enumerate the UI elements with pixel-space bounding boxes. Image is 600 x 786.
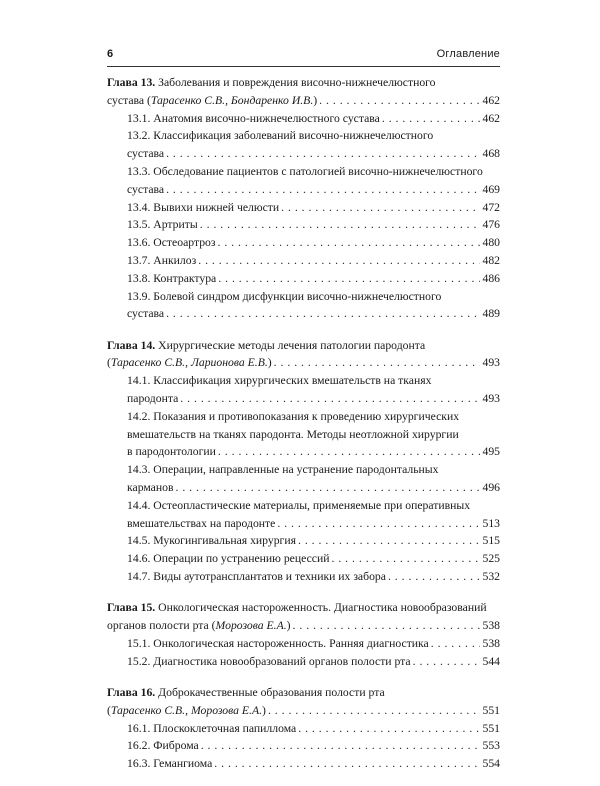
- entry-title: 13.4. Вывихи нижней челюсти: [127, 200, 280, 214]
- toc-entry[interactable]: [107, 461, 500, 497]
- dot-leader: [218, 443, 481, 461]
- chapter-block: [107, 599, 500, 670]
- dot-leader: [277, 515, 480, 533]
- dot-leader: [180, 390, 480, 408]
- chapter-page-number: 551: [482, 703, 500, 717]
- dot-leader: [201, 737, 481, 755]
- toc-entry[interactable]: [107, 550, 500, 568]
- entry-title-line: 13.9. Болевой синдром дисфункции височно-нижнечелюстного: [127, 289, 442, 303]
- running-header: [107, 48, 500, 62]
- entry-line: [127, 653, 500, 671]
- entry-page-number: 538: [482, 636, 500, 650]
- chapter-authors-line: [107, 354, 272, 372]
- entry-page-number: 493: [482, 392, 500, 406]
- chapter-authors: Тарасенко С.В., Ларионова Е.В.: [110, 356, 268, 370]
- dot-leader: [198, 252, 480, 270]
- toc-entry[interactable]: [107, 568, 500, 586]
- chapter-title-line: [107, 684, 500, 702]
- chapter-title-prefix: (: [107, 356, 111, 370]
- chapter-authors-line: [107, 702, 266, 720]
- entry-page-number: 525: [482, 552, 500, 566]
- entry-line: [127, 270, 500, 288]
- entry-title: сустава: [127, 147, 165, 161]
- entry-title-line: вмешательств на тканях пародонта. Методы неотложной хирургии: [127, 427, 459, 441]
- chapter-authors-line: [107, 92, 317, 110]
- entry-line: [127, 305, 500, 323]
- toc-entry[interactable]: [107, 372, 500, 408]
- chapter-title: Хирургические методы лечения патологии пародонта: [158, 338, 426, 352]
- entry-page-number: 468: [482, 147, 500, 161]
- entry-title-line: 14.4. Остеопластические материалы, применяемые при оперативных: [127, 498, 471, 512]
- toc-entry[interactable]: [107, 737, 500, 755]
- chapter-authors: Тарасенко С.В., Морозова Е.А.: [110, 703, 263, 717]
- entry-title: 14.7. Виды аутотрансплантатов и техники их забора: [127, 570, 386, 584]
- chapter-title: Доброкачественные образования полости рта: [158, 686, 385, 699]
- entry-title: пародонта: [127, 392, 179, 406]
- entry-title-line: 14.3. Операции, направленные на устранение пародонтальных: [127, 463, 439, 477]
- entry-line: [127, 720, 500, 738]
- entry-title: вмешательствах на пародонте: [127, 516, 276, 530]
- entry-page-number: 553: [482, 739, 500, 753]
- chapter-label: Глава 13.: [107, 76, 156, 89]
- entry-line: [127, 110, 500, 128]
- chapter-page-number: 493: [482, 356, 500, 370]
- entry-page-number: 515: [482, 534, 500, 548]
- toc-entry[interactable]: [107, 497, 500, 533]
- entry-title: 13.5. Артриты: [127, 218, 198, 232]
- chapter-label: Глава 14.: [107, 338, 156, 352]
- entry-title: в пародонтологии: [127, 445, 216, 459]
- dot-leader: [413, 653, 481, 671]
- entry-line: [127, 532, 500, 550]
- chapter-block: [107, 684, 500, 773]
- dot-leader: [388, 568, 481, 586]
- entry-title: карманов: [127, 481, 174, 495]
- toc-entry[interactable]: [107, 216, 500, 234]
- entry-title: 16.2. Фиброма: [127, 739, 199, 753]
- entry-title: 15.1. Онкологическая настороженность. Ранняя диагностика: [127, 636, 429, 650]
- entry-line: [127, 635, 500, 653]
- entry-line: [127, 737, 500, 755]
- toc-entry[interactable]: [107, 532, 500, 550]
- dot-leader: [319, 92, 480, 110]
- chapter-block: [107, 337, 500, 586]
- chapter-title-line: [107, 337, 500, 355]
- toc-entry[interactable]: [107, 199, 500, 217]
- entry-line: [127, 568, 500, 586]
- dot-leader: [214, 755, 480, 773]
- entry-title-line: 14.1. Классификация хирургических вмешательств на тканях: [127, 374, 432, 388]
- dot-leader: [382, 110, 481, 128]
- toc-entry[interactable]: [107, 635, 500, 653]
- chapter-title-prefix: (: [107, 703, 111, 717]
- entry-page-number: 472: [482, 200, 500, 214]
- entry-page-number: 495: [482, 445, 500, 459]
- entry-title: 13.7. Анкилоз: [127, 253, 197, 267]
- chapter-title: Заболевания и повреждения височно-нижнечелюстного: [158, 76, 436, 89]
- entry-page-number: 482: [482, 253, 500, 267]
- entry-page-number: 489: [482, 307, 500, 321]
- page-number: 6: [107, 48, 114, 60]
- entry-page-number: 480: [482, 236, 500, 250]
- entry-title: 14.5. Мукогингивальная хирургия: [127, 534, 296, 548]
- section-title: Оглавление: [436, 48, 500, 60]
- chapter-block: [107, 74, 500, 323]
- entry-title: 14.6. Операции по устранению рецессий: [127, 552, 330, 566]
- entry-title: 16.3. Гемангиома: [127, 757, 213, 771]
- chapter-title-prefix: органов полости рта (: [107, 619, 216, 633]
- toc-entry[interactable]: [107, 110, 500, 128]
- toc-entry[interactable]: [107, 408, 500, 461]
- chapter-title: Онкологическая настороженность. Диагностика новообразований: [158, 601, 487, 615]
- header-rule: [107, 66, 500, 67]
- chapter-title-prefix: сустава (: [107, 93, 151, 107]
- toc-entry[interactable]: [107, 163, 500, 199]
- dot-leader: [331, 550, 480, 568]
- entry-title: 13.8. Контрактура: [127, 271, 217, 285]
- chapter-authors: Морозова Е.А.: [215, 619, 287, 633]
- dot-leader: [281, 199, 480, 217]
- entry-title: 15.2. Диагностика новообразований органов полости рта: [127, 654, 411, 668]
- chapter-title-suffix: ): [313, 93, 318, 107]
- dot-leader: [166, 305, 480, 323]
- chapter-title-line: [107, 74, 500, 92]
- entry-page-number: 476: [482, 218, 500, 232]
- entry-title: сустава: [127, 307, 165, 321]
- entry-title-line: 13.3. Обследование пациентов с патологией височно-нижнечелюстного: [127, 164, 483, 178]
- toc-entry-chapter[interactable]: [107, 354, 500, 372]
- entry-line: [127, 252, 500, 270]
- entry-title-line: 13.2. Классификация заболеваний височно-нижнечелюстного: [127, 129, 434, 143]
- entry-page-number: 496: [482, 481, 500, 495]
- entry-title: сустава: [127, 182, 165, 196]
- entry-page-number: 486: [482, 271, 500, 285]
- entry-title-line: 14.2. Показания и противопоказания к проведению хирургических: [127, 409, 460, 423]
- entry-page-number: 551: [482, 721, 500, 735]
- entry-line: [127, 479, 500, 497]
- toc-entry[interactable]: [107, 234, 500, 252]
- dot-leader: [293, 617, 481, 635]
- dot-leader: [175, 479, 480, 497]
- entry-line: [127, 216, 500, 234]
- dot-leader: [298, 720, 480, 738]
- chapter-label: Глава 16.: [107, 686, 156, 699]
- dot-leader: [268, 702, 481, 720]
- entry-page-number: 532: [482, 570, 500, 584]
- toc-entry-chapter[interactable]: [107, 702, 500, 720]
- entry-page-number: 469: [482, 182, 500, 196]
- entry-line: [127, 199, 500, 217]
- toc-entry[interactable]: [107, 288, 500, 324]
- table-of-contents: [107, 74, 500, 786]
- entry-line: [127, 181, 500, 199]
- dot-leader: [218, 270, 480, 288]
- entry-line: [127, 234, 500, 252]
- entry-title: 13.1. Анатомия височно-нижнечелюстного сустава: [127, 111, 380, 125]
- entry-line: [127, 390, 500, 408]
- chapter-title-suffix: ): [262, 703, 266, 717]
- dot-leader: [166, 145, 480, 163]
- toc-entry-chapter[interactable]: [107, 92, 500, 110]
- entry-page-number: 554: [482, 757, 500, 771]
- toc-entry[interactable]: [107, 755, 500, 773]
- entry-page-number: 513: [482, 516, 500, 530]
- entry-line: [127, 443, 500, 461]
- entry-line: [127, 755, 500, 773]
- chapter-label: Глава 15.: [107, 601, 156, 615]
- chapter-title-suffix: ): [286, 619, 291, 633]
- chapter-authors: Тарасенко С.В., Бондаренко И.В.: [150, 93, 314, 107]
- toc-entry[interactable]: [107, 127, 500, 163]
- toc-entry[interactable]: [107, 653, 500, 671]
- dot-leader: [218, 234, 481, 252]
- chapter-title-line: [107, 599, 500, 617]
- entry-title: 13.6. Остеоартроз: [127, 236, 216, 250]
- dot-leader: [200, 216, 481, 234]
- entry-page-number: 544: [482, 654, 500, 668]
- toc-entry[interactable]: [107, 720, 500, 738]
- entry-line: [127, 515, 500, 533]
- chapter-page-number: 538: [482, 619, 500, 633]
- toc-entry[interactable]: [107, 270, 500, 288]
- chapter-page-number: 462: [482, 93, 500, 107]
- chapter-title-suffix: ): [267, 356, 272, 370]
- dot-leader: [298, 532, 480, 550]
- dot-leader: [166, 181, 480, 199]
- toc-entry[interactable]: [107, 252, 500, 270]
- entry-line: [127, 550, 500, 568]
- dot-leader: [274, 354, 481, 372]
- entry-line: [127, 145, 500, 163]
- entry-title: 16.1. Плоскоклеточная папиллома: [127, 721, 297, 735]
- entry-page-number: 462: [482, 111, 500, 125]
- toc-entry-chapter[interactable]: [107, 617, 500, 635]
- chapter-authors-line: [107, 617, 291, 635]
- dot-leader: [431, 635, 481, 653]
